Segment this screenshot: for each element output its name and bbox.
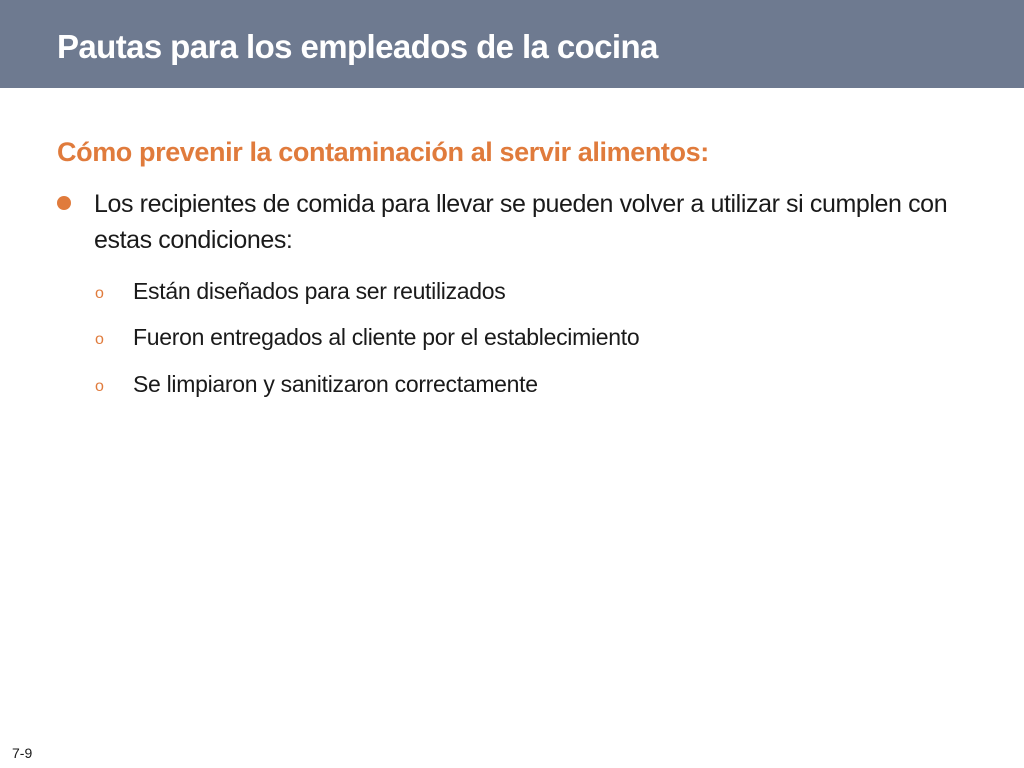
slide-number: 7-9 — [12, 745, 33, 761]
circle-bullet-icon: o — [95, 331, 104, 348]
sub-list-item — [95, 322, 895, 354]
sub-list-item-text: Están diseñados para ser reutilizados — [133, 278, 506, 304]
bullet-dot-icon — [57, 196, 71, 210]
sub-list-item-text: Se limpiaron y sanitizaron correctamente — [133, 371, 538, 397]
circle-bullet-icon: o — [95, 285, 104, 302]
bullet-text: Los recipientes de comida para llevar se pueden volver a utilizar si cumplen con estas condiciones: — [94, 190, 948, 254]
sub-list-item-text: Fueron entregados al cliente por el establecimiento — [133, 324, 640, 350]
section-heading: Cómo prevenir la contaminación al servir alimentos: — [57, 137, 709, 167]
title-bar — [0, 0, 1024, 88]
sub-list-item — [95, 369, 895, 401]
sub-list-item — [95, 276, 895, 308]
circle-bullet-icon: o — [95, 378, 104, 395]
slide-title: Pautas para los empleados de la cocina — [57, 28, 658, 65]
